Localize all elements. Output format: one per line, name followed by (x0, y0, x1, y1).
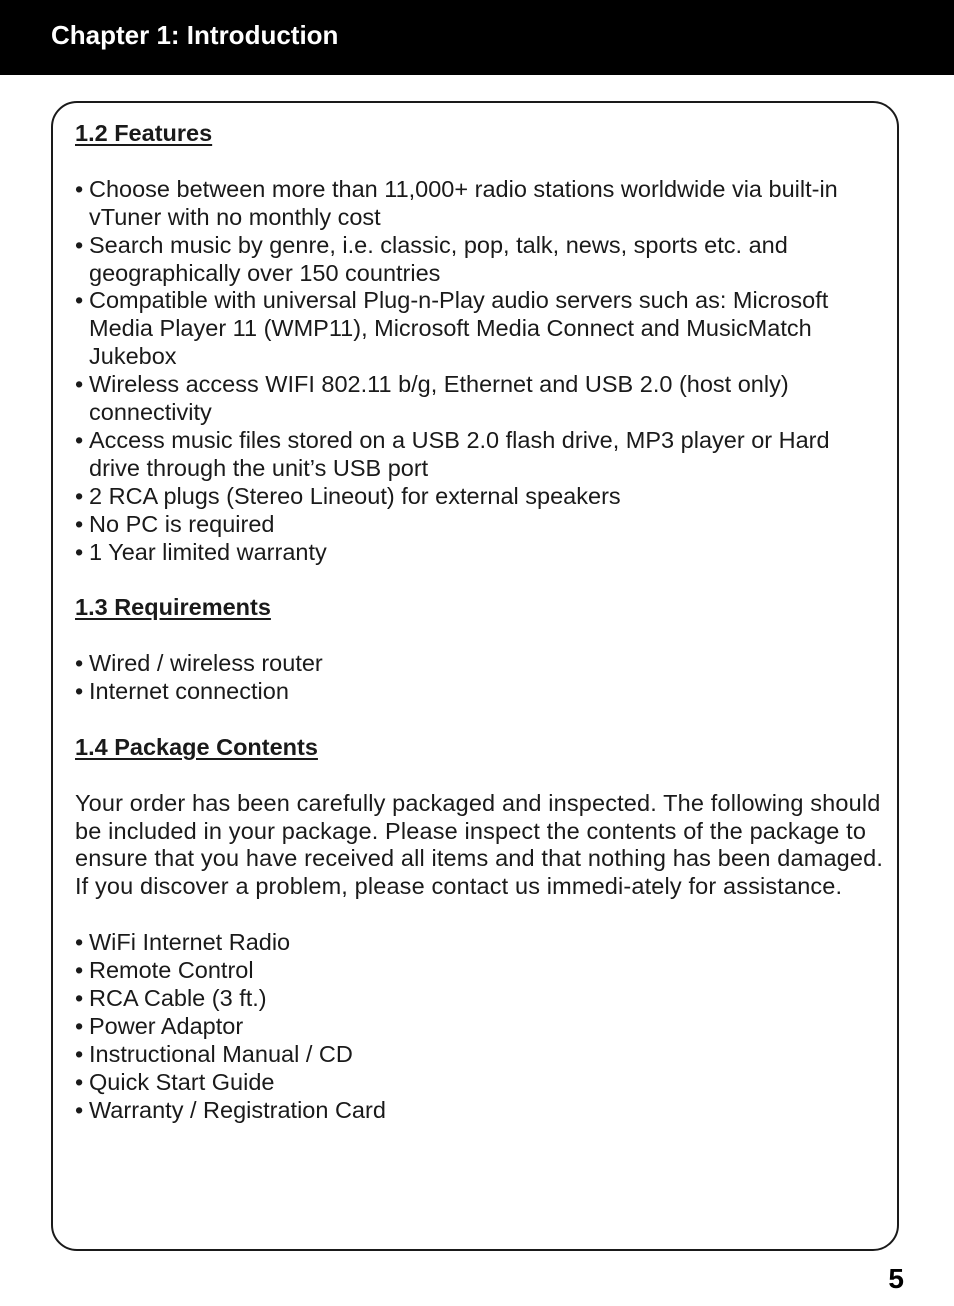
page-number: 5 (888, 1263, 904, 1294)
chapter-header-bar (0, 0, 954, 75)
package-contents-list (75, 929, 885, 1124)
requirements-heading: 1.3 Requirements (75, 594, 271, 621)
bullet-icon: • (75, 678, 84, 705)
features-list (75, 176, 885, 567)
bullet-icon: • (75, 1012, 84, 1039)
list-item: • Warranty / Registration Card (75, 1096, 386, 1123)
list-item: • Search music by genre, i.e. classic, pop, talk, news, sports etc. and geographically over 150 countries (75, 231, 788, 286)
list-item: • Wired / wireless router (75, 650, 323, 677)
features-heading: 1.2 Features (75, 120, 213, 146)
list-item: • Internet connection (75, 678, 289, 705)
bullet-icon: • (75, 1096, 84, 1123)
list-item: • 2 RCA plugs (Stereo Lineout) for external speakers (75, 482, 621, 509)
list-item: • No PC is required (75, 510, 275, 537)
list-item: • Quick Start Guide (75, 1068, 275, 1095)
list-item: • Remote Control (75, 957, 254, 984)
package-contents-heading: 1.4 Package Contents (75, 733, 318, 760)
list-item: • WiFi Internet Radio (75, 929, 291, 956)
bullet-icon: • (75, 175, 84, 202)
requirements-list (75, 650, 885, 706)
list-item: • RCA Cable (3 ft.) (75, 985, 267, 1011)
chapter-title: Chapter 1: Introduction (51, 20, 339, 50)
list-item: • Instructional Manual / CD (75, 1040, 353, 1067)
bullet-icon: • (75, 957, 84, 984)
list-item: • Power Adaptor (75, 1012, 244, 1039)
bullet-icon: • (75, 929, 84, 956)
bullet-icon: • (75, 985, 84, 1011)
list-item: • Choose between more than 11,000+ radio stations worldwide via built-in vTuner with no monthly cost (75, 175, 838, 230)
bullet-icon: • (75, 231, 84, 258)
list-item: • Compatible with universal Plug-n-Play audio servers such as: Microsoft Media Player 11 (WMP11), Microsoft Media Connect and MusicMatch Jukebox (75, 287, 829, 370)
bullet-icon: • (75, 1040, 84, 1067)
page-content (75, 120, 885, 1125)
bullet-icon: • (75, 287, 84, 314)
bullet-icon: • (75, 1068, 84, 1095)
bullet-icon: • (75, 650, 84, 677)
list-item: • 1 Year limited warranty (75, 538, 327, 565)
bullet-icon: • (75, 510, 84, 537)
bullet-icon: • (75, 482, 84, 509)
list-item: • Wireless access WIFI 802.11 b/g, Ethernet and USB 2.0 (host only) connectivity (75, 371, 789, 426)
bullet-icon: • (75, 371, 84, 398)
list-item: • Access music files stored on a USB 2.0 flash drive, MP3 player or Hard drive through the unit’s USB port (75, 426, 830, 481)
bullet-icon: • (75, 538, 84, 565)
bullet-icon: • (75, 426, 84, 453)
package-contents-paragraph: Your order has been carefully packaged and inspected. The following should be included in your package. Please inspect the contents of the package to ensure that you have received all items and that nothing has been damaged. If you discover a problem, please contact us immedi-ately for assistance. (75, 789, 884, 900)
